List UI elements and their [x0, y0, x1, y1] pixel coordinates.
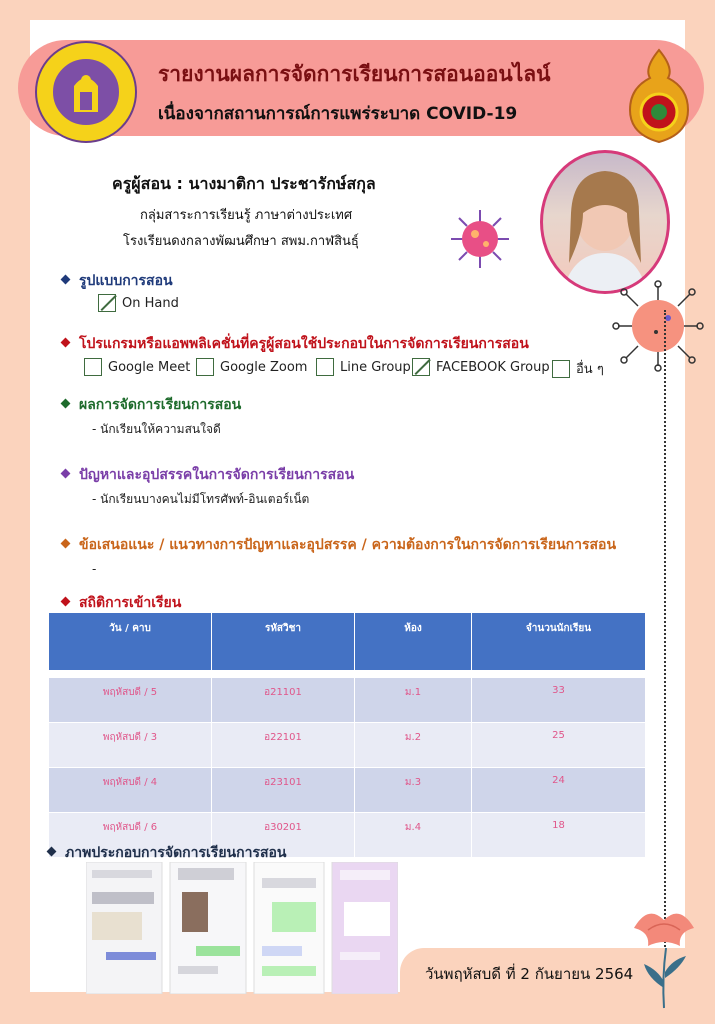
chat-screenshots-collage	[86, 862, 398, 994]
cell-day: พฤหัสบดี / 6	[49, 813, 212, 858]
virus-icon	[445, 204, 515, 274]
cell-count: 18	[472, 813, 646, 858]
cell-code: อ30201	[212, 813, 355, 858]
heading-problems: ปัญหาและอุปสรรคในการจัดการเรียนการสอน	[62, 464, 354, 486]
table-header-row	[49, 613, 646, 671]
cell-code: อ21101	[212, 678, 355, 723]
cell-day: พฤหัสบดี / 5	[49, 678, 212, 723]
cell-room: ม.1	[355, 678, 472, 723]
ministry-emblem-icon	[618, 48, 700, 144]
cell-room: ม.4	[355, 813, 472, 858]
school-seal-left-icon	[34, 40, 138, 144]
teacher-school: โรงเรียนดงกลางพัฒนศึกษา สพม.กาฬสินธุ์	[123, 234, 359, 249]
report-title: รายงานผลการจัดการเรียนการสอนออนไลน์	[158, 62, 551, 86]
cell-count: 25	[472, 723, 646, 768]
option-google-meet[interactable]: Google Meet	[84, 358, 190, 376]
heading-photos: ภาพประกอบการจัดการเรียนการสอน	[48, 842, 286, 864]
virus-large-icon	[612, 280, 704, 372]
checkbox-checked-icon[interactable]	[98, 294, 116, 312]
checkbox-checked-icon[interactable]	[412, 358, 430, 376]
cell-room: ม.3	[355, 768, 472, 813]
col-header-room: ห้อง	[355, 613, 472, 671]
diamond-bullet-icon	[61, 337, 71, 347]
table-row	[49, 723, 646, 768]
dotted-divider	[664, 310, 666, 950]
teacher-department: กลุ่มสาระการเรียนรู้ ภาษาต่างประเทศ	[140, 208, 353, 223]
cell-code: อ22101	[212, 723, 355, 768]
diamond-bullet-icon	[47, 846, 57, 856]
option-facebook-group[interactable]: FACEBOOK Group	[412, 358, 550, 376]
problems-note: - นักเรียนบางคนไม่มีโทรศัพท์-อินเตอร์เน็ต	[92, 492, 310, 506]
heading-results: ผลการจัดการเรียนการสอน	[62, 394, 241, 416]
suggestions-note: -	[92, 562, 97, 576]
diamond-bullet-icon	[61, 398, 71, 408]
flower-icon	[628, 898, 700, 1014]
report-subtitle: เนื่องจากสถานการณ์การแพร่ระบาด COVID-19	[158, 104, 518, 124]
cell-count: 33	[472, 678, 646, 723]
option-google-zoom[interactable]: Google Zoom	[196, 358, 307, 376]
cell-room: ม.2	[355, 723, 472, 768]
option-line-group[interactable]: Line Group	[316, 358, 411, 376]
heading-suggestions: ข้อเสนอแนะ / แนวทางการปัญหาและอุปสรรค / ความต้องการในการจัดการเรียนการสอน	[62, 534, 616, 556]
option-other[interactable]: อื่น ๆ	[552, 358, 604, 379]
checkbox-icon[interactable]	[196, 358, 214, 376]
teacher-name: ครูผู้สอน : นางมาติกา ประชารักษ์สกุล	[112, 174, 376, 193]
heading-attendance: สถิติการเข้าเรียน	[62, 592, 181, 614]
table-row	[49, 678, 646, 723]
teacher-photo	[540, 150, 670, 294]
checkbox-icon[interactable]	[552, 360, 570, 378]
cell-code: อ23101	[212, 768, 355, 813]
col-header-code: รหัสวิชา	[212, 613, 355, 671]
diamond-bullet-icon	[61, 596, 71, 606]
diamond-bullet-icon	[61, 538, 71, 548]
heading-apps: โปรแกรมหรือแอพพลิเคชั่นที่ครูผู้สอนใช้ประกอบในการจัดการเรียนการสอน	[62, 333, 529, 355]
heading-teaching-mode: รูปแบบการสอน	[62, 270, 173, 292]
checkbox-icon[interactable]	[84, 358, 102, 376]
col-header-count: จำนวนนักเรียน	[472, 613, 646, 671]
report-date: วันพฤหัสบดี ที่ 2 กันยายน 2564	[425, 965, 634, 983]
diamond-bullet-icon	[61, 274, 71, 284]
table-row	[49, 768, 646, 813]
attendance-table	[48, 612, 646, 858]
cell-day: พฤหัสบดี / 3	[49, 723, 212, 768]
results-note: - นักเรียนให้ความสนใจดี	[92, 422, 221, 436]
col-header-day: วัน / คาบ	[49, 613, 212, 671]
checkbox-icon[interactable]	[316, 358, 334, 376]
cell-count: 24	[472, 768, 646, 813]
diamond-bullet-icon	[61, 468, 71, 478]
cell-day: พฤหัสบดี / 4	[49, 768, 212, 813]
option-on-hand[interactable]: On Hand	[98, 294, 179, 312]
